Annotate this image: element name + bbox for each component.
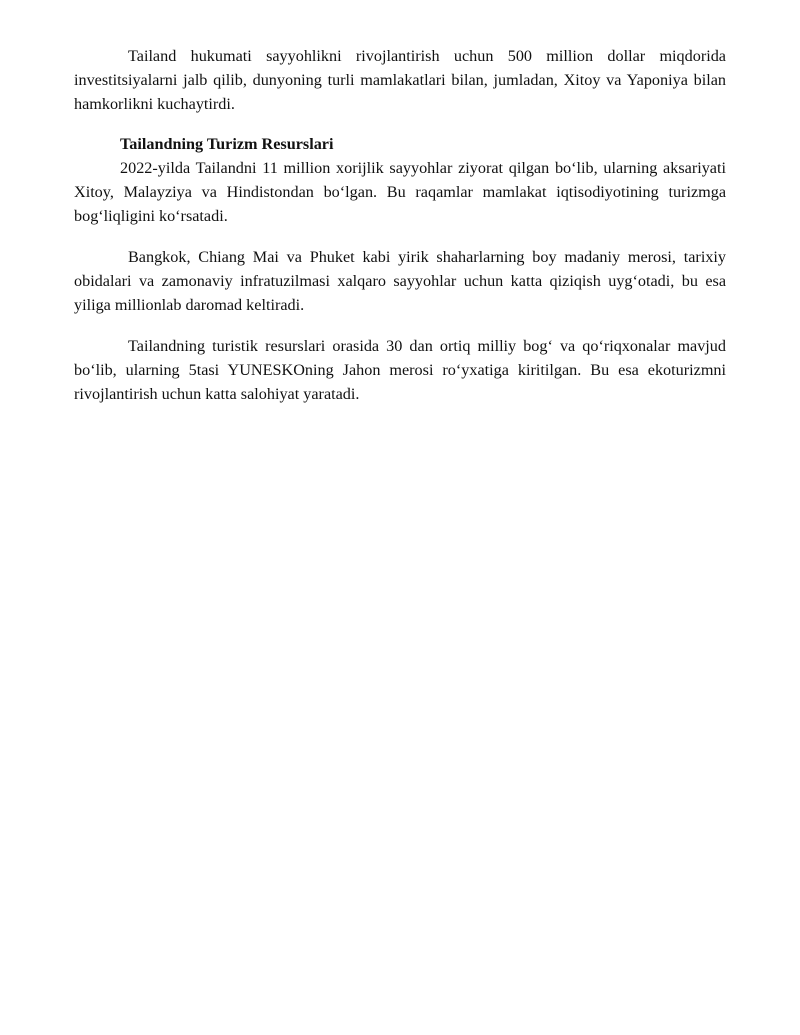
paragraph-investment: Tailand hukumati sayyohlikni rivojlantirish uchun 500 million dollar miqdorida investitsiyalarni jalb qilib, dunyoning turli mamlakatlari bilan, jumladan, Xitoy va Yaponiya bilan hamkorlikni kuchaytirdi. <box>74 47 726 113</box>
document-body <box>74 44 726 406</box>
paragraph-cities-heritage: Bangkok, Chiang Mai va Phuket kabi yirik shaharlarning boy madaniy merosi, tarixiy obidalari va zamonaviy infratuzilmasi xalqaro sayyohlar uchun katta qiziqish uyg‘otadi, bu esa yiliga millionlab daromad keltiradi. <box>74 248 726 314</box>
section-heading: Tailandning Turizm Resurslari <box>120 135 334 153</box>
paragraph-tourist-arrivals: 2022-yilda Tailandni 11 million xorijlik sayyohlar ziyorat qilgan bo‘lib, ularning aksariyati Xitoy, Malayziya va Hindistondan bo‘lgan. Bu raqamlar mamlakat iqtisodiyotining turizmga bog‘liqligini ko‘rsatadi. <box>74 159 726 225</box>
paragraph-national-parks: Tailandning turistik resurslari orasida 30 dan ortiq milliy bog‘ va qo‘riqxonalar mavjud bo‘lib, ularning 5tasi YUNESKOning Jahon merosi ro‘yxatiga kiritilgan. Bu esa ekoturizmni rivojlantirish uchun katta salohiyat yaratadi. <box>74 337 726 403</box>
